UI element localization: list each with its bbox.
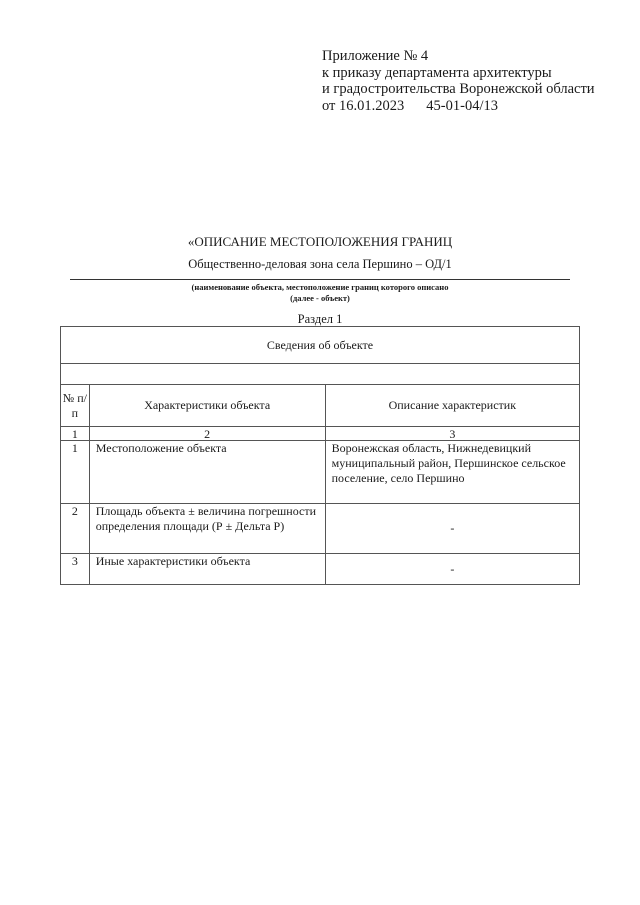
row-number: 1 xyxy=(61,441,90,504)
column-number-1: 1 xyxy=(61,427,90,441)
column-header-characteristic: Характеристики объекта xyxy=(89,385,325,427)
row-description: - xyxy=(325,554,579,585)
row-characteristic: Площадь объекта ± величина погрешности определения площади (Р ± Дельта Р) xyxy=(89,504,325,554)
row-characteristic: Иные характеристики объекта xyxy=(89,554,325,585)
annex-line-1: Приложение № 4 xyxy=(322,48,429,64)
object-name-caption xyxy=(0,282,640,304)
row-description: - xyxy=(325,504,579,554)
table-empty-row xyxy=(61,364,580,385)
caption-line-2: (далее - объект) xyxy=(290,293,350,303)
table-header: Сведения об объекте xyxy=(61,327,580,364)
table-row xyxy=(61,504,580,554)
table-columns-row xyxy=(61,385,580,427)
section-title: Раздел 1 xyxy=(297,312,343,326)
annex-date-line xyxy=(322,98,595,115)
column-number-2: 2 xyxy=(89,427,325,441)
annex-line-3: и градостроительства Воронежской области xyxy=(322,81,595,97)
table-empty-cell xyxy=(61,364,580,385)
caption-line-1: (наименование объекта, местоположение границ которого описано xyxy=(191,282,449,292)
document-title: «ОПИСАНИЕ МЕСТОПОЛОЖЕНИЯ ГРАНИЦ xyxy=(187,234,453,249)
row-number: 3 xyxy=(61,554,90,585)
annex-line-2: к приказу департамента архитектуры xyxy=(322,64,552,81)
column-header-description: Описание характеристик xyxy=(325,385,579,427)
annex-date: 16.01.2023 xyxy=(339,97,405,114)
table-header-row xyxy=(61,327,580,364)
column-header-number: № п/п xyxy=(61,385,90,427)
row-characteristic: Местоположение объекта xyxy=(89,441,325,504)
table-column-numbers-row xyxy=(61,427,580,441)
row-description: Воронежская область, Нижнедевицкий муниципальный район, Першинское сельское поселение, село Першино xyxy=(325,441,579,504)
annex-block xyxy=(322,48,595,114)
table-row xyxy=(61,554,580,585)
object-name: Общественно-деловая зона села Першино – ОД/1 xyxy=(188,257,452,271)
object-name-underline xyxy=(70,279,570,280)
row-number: 2 xyxy=(61,504,90,554)
annex-number: 45-01-04/13 xyxy=(426,97,498,114)
column-number-3: 3 xyxy=(325,427,579,441)
object-info-table xyxy=(60,326,580,585)
table-row xyxy=(61,441,580,504)
annex-date-prefix: от xyxy=(322,97,336,114)
